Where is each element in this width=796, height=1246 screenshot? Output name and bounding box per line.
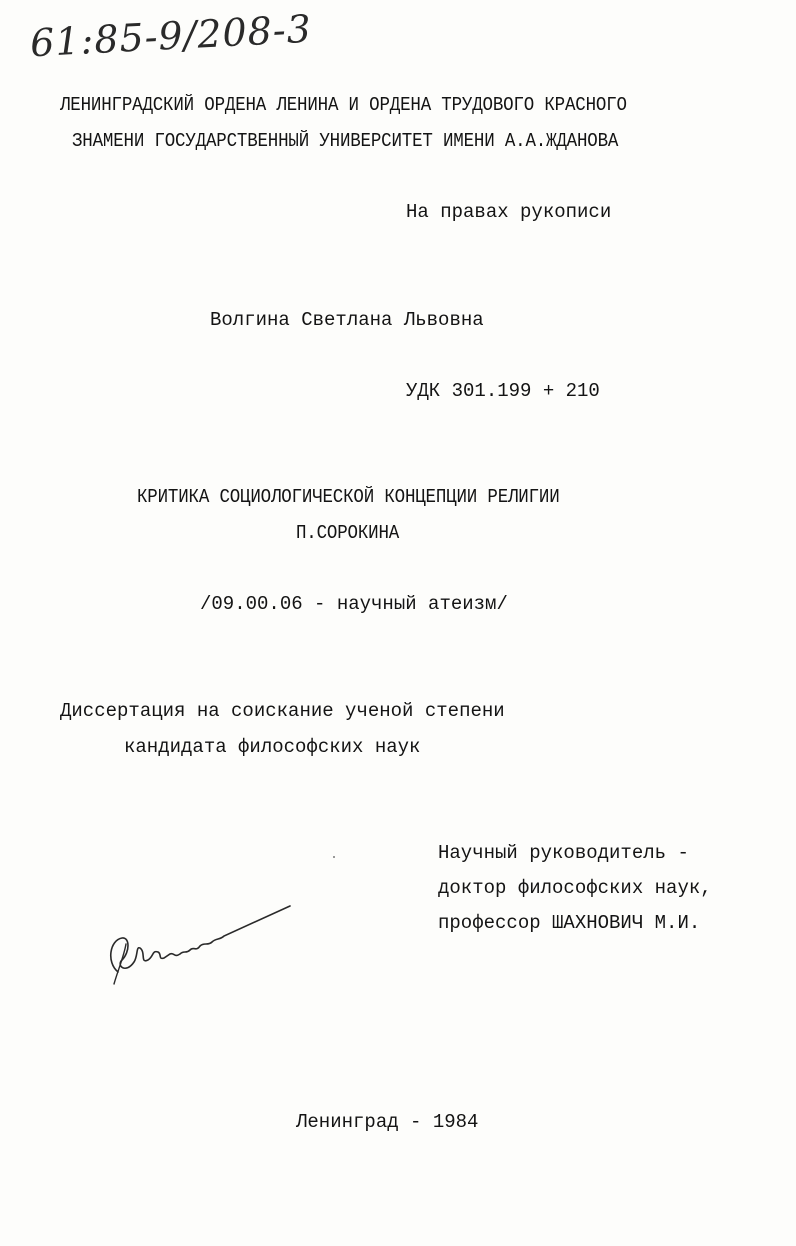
rights-note: На правах рукописи <box>406 201 612 223</box>
supervisor-line-1: Научный руководитель - <box>438 842 689 864</box>
degree-line-2: кандидата философских наук <box>124 736 421 758</box>
udc-code: УДК 301.199 + 210 <box>406 380 600 402</box>
degree-line-1: Диссертация на соискание ученой степени <box>60 700 505 722</box>
title-line-1: КРИТИКА СОЦИОЛОГИЧЕСКОЙ КОНЦЕПЦИИ РЕЛИГИИ <box>137 486 560 508</box>
institution-line-1: ЛЕНИНГРАДСКИЙ ОРДЕНА ЛЕНИНА И ОРДЕНА ТРУДОВОГО КРАСНОГО <box>60 94 627 116</box>
archive-code-handwritten: 61:85-9/208-3 <box>29 6 313 66</box>
author-name: Волгина Светлана Львовна <box>210 309 484 331</box>
paper-speck <box>333 856 335 858</box>
place-and-year: Ленинград - 1984 <box>296 1111 479 1133</box>
author-signature <box>100 900 300 990</box>
supervisor-line-2: доктор философских наук, <box>438 877 712 899</box>
institution-line-2: ЗНАМЕНИ ГОСУДАРСТВЕННЫЙ УНИВЕРСИТЕТ ИМЕНИ А.А.ЖДАНОВА <box>72 130 619 152</box>
title-line-2: П.СОРОКИНА <box>296 522 400 544</box>
specialty-code: /09.00.06 - научный атеизм/ <box>200 593 508 615</box>
supervisor-line-3: профессор ШАХНОВИЧ М.И. <box>438 912 701 934</box>
